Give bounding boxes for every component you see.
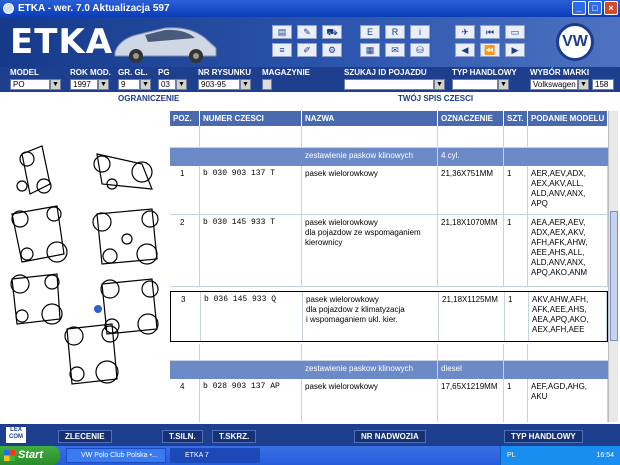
model-label: MODEL	[10, 68, 39, 77]
magazyn-label: MAGAZYNIE	[262, 68, 310, 77]
t-siln-button[interactable]: T.SILN.	[162, 430, 203, 443]
taskbar-item-etka[interactable]: ETKA 7	[170, 448, 260, 463]
pg-label: PG	[158, 68, 170, 77]
list-icon[interactable]: ≡	[272, 43, 292, 57]
language-indicator[interactable]: PL	[507, 452, 516, 459]
cell-model: AER,AEV,ADX, AEX,AKV,ALL, ALD,ANV,ANX, APQ	[528, 166, 608, 214]
header-banner	[0, 17, 620, 67]
group-nazwa: zestawienie paskow klinowych	[302, 361, 438, 379]
typ-handlowy-button[interactable]: TYP HANDLOWY	[504, 430, 583, 443]
taskbar	[0, 446, 620, 465]
group-nazwa: zestawienie paskow klinowych	[302, 148, 438, 166]
diagram-panel	[0, 104, 170, 422]
etka-logo: ETKA	[10, 22, 114, 62]
gr-label: GR. GL.	[118, 68, 148, 77]
belt-diagram[interactable]	[2, 144, 167, 394]
group-oznaczenie: 4 cyl.	[438, 148, 504, 166]
col-nazwa-header[interactable]: NAZWA	[302, 111, 438, 126]
back-icon[interactable]: ◀	[455, 43, 475, 57]
marka-dropdown-icon[interactable]: ▼	[578, 79, 589, 90]
cell-oznaczenie: 21,18X1070MM	[438, 215, 504, 286]
table-row-selected[interactable]	[170, 291, 608, 342]
lexcom-logo: LEX COM	[6, 427, 26, 443]
zlecenie-button[interactable]: ZLECENIE	[58, 430, 112, 443]
cell-poz: 2	[170, 215, 200, 286]
cell-nazwa: pasek wielorowkowy dla pojazdow z klimatyzacja i wspomaganiem ukl. kier.	[303, 292, 439, 341]
pg-dropdown-icon[interactable]: ▼	[176, 79, 187, 90]
col-model-header[interactable]: PODANIE MODELU	[528, 111, 608, 126]
grid-icon[interactable]: ▦	[360, 43, 380, 57]
magazyn-checkbox[interactable]	[262, 79, 272, 90]
nr-rysunku-label: NR RYSUNKU	[198, 68, 252, 77]
taskbar-item-browser[interactable]: VW Polo Club Polska •...	[66, 448, 166, 463]
scrollbar-thumb[interactable]	[610, 211, 618, 341]
spis-czesci-heading: TWÓJ SPIS CZESCI	[398, 94, 474, 103]
cell-numer: b 028 903 137 AP	[200, 379, 302, 422]
marka-field[interactable]: Volkswagen	[530, 79, 578, 90]
group-header-row	[170, 148, 608, 166]
cell-numer: b 030 145 933 T	[200, 215, 302, 286]
filter-bar	[0, 67, 620, 92]
first-page-icon[interactable]: ⏮	[480, 25, 500, 39]
cell-szt: 1	[504, 166, 528, 214]
group-header-row	[170, 361, 608, 379]
windows-logo-icon	[4, 450, 15, 461]
gr-field[interactable]: 9	[118, 79, 140, 90]
szukaj-label: SZUKAJ ID POJAZDU	[344, 68, 427, 77]
start-label: Start	[18, 449, 44, 461]
cell-szt: 1	[505, 292, 529, 341]
cell-model: AKV,AHW,AFH, AFK,AEE,AHS, AEA,APQ,AKO, AEX,AFH,AEE	[529, 292, 607, 341]
cell-nazwa: pasek wielorowkowy	[302, 379, 438, 422]
window-titlebar	[0, 0, 620, 17]
cart-icon[interactable]: ⛁	[410, 43, 430, 57]
nr-nadwozia-button[interactable]: NR NADWOZIA	[354, 430, 426, 443]
typ-handlowy-field[interactable]	[452, 79, 498, 90]
vw-logo: VW	[556, 23, 594, 61]
pg-field[interactable]: 03	[158, 79, 176, 90]
nr-rysunku-dropdown-icon[interactable]: ▼	[240, 79, 251, 90]
nr-rysunku-field[interactable]: 903-95	[198, 79, 240, 90]
szukaj-field[interactable]	[344, 79, 434, 90]
edit-icon[interactable]: ✎	[297, 25, 317, 39]
print-icon[interactable]: ▤	[272, 25, 292, 39]
page-icon[interactable]: ▭	[505, 25, 525, 39]
maximize-button[interactable]: □	[588, 1, 602, 15]
rok-field[interactable]: 1997	[70, 79, 98, 90]
window-title: ETKA - wer. 7.0 Aktualizacja 597	[18, 3, 170, 14]
info-icon[interactable]: i	[410, 25, 430, 39]
col-szt-header[interactable]: SZT.	[504, 111, 528, 126]
note-icon[interactable]: ✉	[385, 43, 405, 57]
ograniczenie-heading: OGRANICZENIE	[118, 94, 180, 103]
start-button[interactable]	[0, 446, 60, 465]
rok-dropdown-icon[interactable]: ▼	[98, 79, 109, 90]
typ-handlowy-dropdown-icon[interactable]: ▼	[498, 79, 509, 90]
gr-dropdown-icon[interactable]: ▼	[140, 79, 151, 90]
col-poz-header[interactable]: POZ.	[170, 111, 200, 126]
prev-page-icon[interactable]: ⏪	[480, 43, 500, 57]
szukaj-dropdown-icon[interactable]: ▼	[434, 79, 445, 90]
cell-model: AEF,AGD,AHG, AKU	[528, 379, 608, 422]
cell-numer: b 036 145 933 Q	[201, 292, 303, 341]
cell-oznaczenie: 17,65X1219MM	[438, 379, 504, 422]
cell-poz: 3	[171, 292, 201, 341]
next-page-icon[interactable]: ▶	[505, 43, 525, 57]
system-tray	[500, 446, 620, 465]
cell-szt: 1	[504, 379, 528, 422]
marka-label: WYBÓR MARKI	[530, 68, 590, 77]
cell-nazwa: pasek wielorowkowy	[302, 166, 438, 214]
bottom-bar	[0, 424, 620, 446]
pen-icon[interactable]: ✐	[297, 43, 317, 57]
table-row[interactable]	[170, 379, 608, 422]
rok-label: ROK MOD.	[70, 68, 111, 77]
cell-nazwa: pasek wielorowkowy dla pojazdow ze wspomaganiem kierownicy	[302, 215, 438, 286]
cell-oznaczenie: 21,36X751MM	[438, 166, 504, 214]
parts-table	[170, 111, 608, 422]
car-image	[110, 20, 220, 64]
clock: 16:54	[596, 452, 614, 459]
cell-poz: 4	[170, 379, 200, 422]
minimize-button[interactable]: _	[572, 1, 586, 15]
elsa-icon[interactable]: E	[360, 25, 380, 39]
car-search-icon[interactable]: ⛟	[322, 25, 342, 39]
report-icon[interactable]: R	[385, 25, 405, 39]
group-oznaczenie: diesel	[438, 361, 504, 379]
cell-poz: 1	[170, 166, 200, 214]
cell-szt: 1	[504, 215, 528, 286]
blank-row	[170, 344, 608, 361]
parts-icon[interactable]: ⚙	[322, 43, 342, 57]
table-scrollbar[interactable]	[608, 111, 618, 422]
typ-handlowy-label: TYP HANDLOWY	[452, 68, 517, 77]
blank-row	[170, 126, 608, 148]
marka-number: 158	[592, 79, 614, 90]
t-skrz-button[interactable]: T.SKRZ.	[212, 430, 256, 443]
cell-model: AEA,AER,AEV, ADX,AEX,AKV, AFH,AFK,AHW, AEE,AHS,ALL, ALD,ANV,ANX, APQ,AKO,ANM	[528, 215, 608, 286]
table-row[interactable]	[170, 166, 608, 215]
model-field[interactable]: PO	[10, 79, 50, 90]
cell-oznaczenie: 21,18X1125MM	[439, 292, 505, 341]
close-button[interactable]: ×	[604, 1, 618, 15]
col-oznaczenie-header[interactable]: OZNACZENIE	[438, 111, 504, 126]
cell-numer: b 030 903 137 T	[200, 166, 302, 214]
app-icon	[3, 3, 14, 14]
model-dropdown-icon[interactable]: ▼	[50, 79, 61, 90]
col-numer-header[interactable]: NUMER CZESCI	[200, 111, 302, 126]
pin-icon[interactable]: ✈	[455, 25, 475, 39]
table-row[interactable]	[170, 215, 608, 287]
